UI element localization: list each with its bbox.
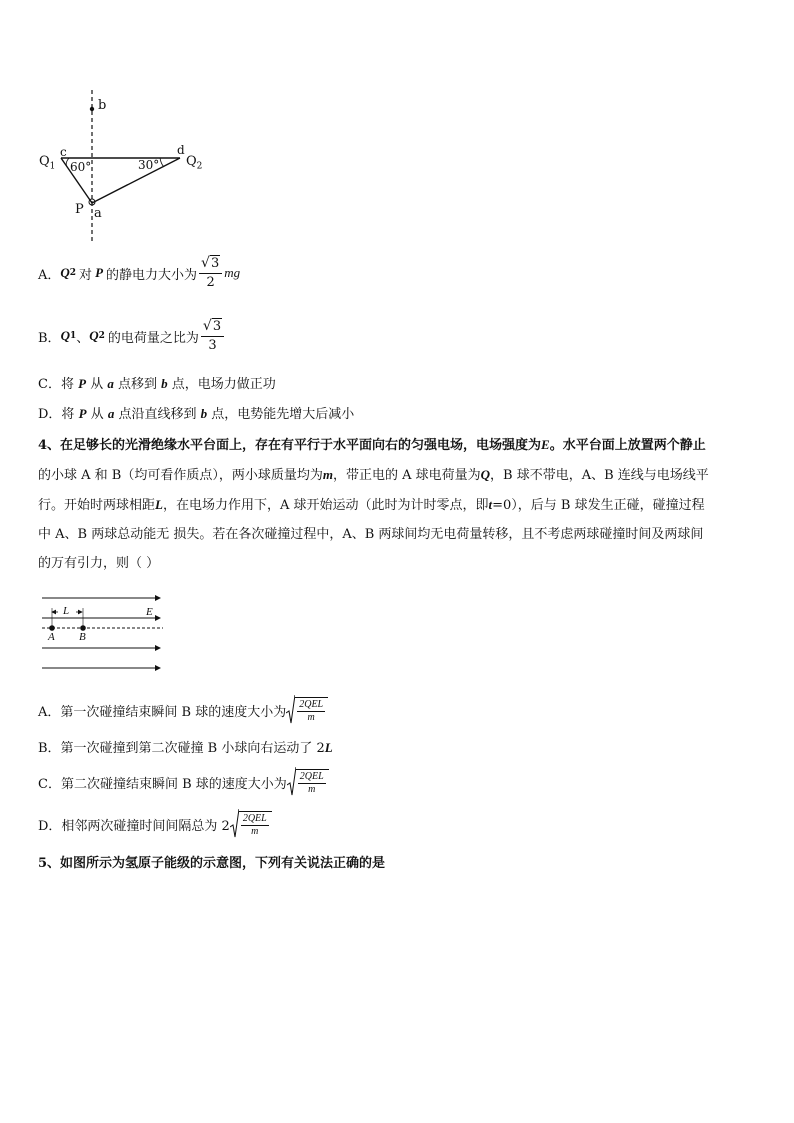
label-c: c: [60, 145, 67, 159]
q3-option-b-sub2: 2: [98, 331, 105, 341]
q3-option-c-t3: 点，电场力做正功: [171, 377, 276, 392]
label-b: b: [98, 98, 107, 113]
q4-option-c-den: m: [308, 783, 316, 795]
q3-option-d-t3: 点，电势能先增大后减小: [211, 407, 355, 422]
q4-option-c-sqrt: [287, 767, 329, 797]
label-q2: [186, 154, 202, 172]
point-b: [90, 107, 94, 111]
q4-option-b-L: L: [324, 740, 333, 755]
angle-30-arc: [160, 158, 164, 167]
q4-option-d-text: D．相邻两次碰撞时间间隔总为 2: [38, 818, 230, 834]
q4-option-d-sqrt: [230, 809, 272, 839]
q3-option-b-num: 3: [212, 319, 222, 334]
fig2-label-A: A: [48, 631, 55, 643]
label-q2-letter: Q: [186, 154, 197, 169]
q3-option-a-sub: 2: [69, 268, 77, 278]
q4-option-c-num: 2QEL: [299, 770, 324, 782]
fig2-label-B: B: [79, 631, 86, 643]
label-60-deg: 60°: [70, 160, 92, 174]
q3-option-c-b: b: [161, 376, 168, 391]
q4-l3b: ，在电场力作用下，A 球开始运动（此时为计时零点，即: [162, 498, 489, 513]
q3-option-a-p: P: [95, 265, 104, 280]
q4-option-b-text: B．第一次碰撞到第二次碰撞 B 小球向右运动了 2: [38, 741, 325, 756]
q4-option-a-text: A．第一次碰撞结束瞬间 B 球的速度大小为: [38, 704, 287, 720]
q4-option-b: [38, 737, 333, 756]
q4-option-a-den: m: [307, 711, 315, 723]
q4-option-a-num: 2QEL: [299, 698, 324, 710]
label-p: P: [75, 202, 84, 217]
q4-option-d-den: m: [251, 825, 259, 837]
q3-option-c: [38, 373, 276, 392]
q4-option-a: [38, 692, 328, 728]
figure-charges-triangle: [30, 90, 230, 245]
q5-text: 5、如图所示为氢原子能级的示意图，下列有关说法正确的是: [38, 856, 386, 871]
q3-option-b-sub1: 1: [69, 331, 77, 341]
q3-option-a-den: 2: [206, 275, 215, 290]
q4-l2a: 的小球 A 和 B（均可看作质点），两小球质量均为: [38, 468, 323, 483]
figure-electric-field: [38, 590, 173, 675]
q4-E: E: [541, 437, 550, 452]
q4-l2c: ，B 球不带电，A、B 连线与电场线平: [490, 468, 709, 483]
ball-p-dot: [91, 201, 93, 203]
q4-option-c-text: C．第二次碰撞结束瞬间 B 球的速度大小为: [38, 776, 287, 792]
q4-option-c: [38, 764, 329, 800]
label-a: a: [94, 206, 102, 221]
q3-option-b-fraction: √ 3 3: [201, 318, 224, 354]
ball-a: [49, 625, 55, 631]
ball-b: [80, 625, 86, 631]
q4-Q: Q: [480, 467, 491, 482]
q3-option-b-prefix: B．: [38, 330, 61, 346]
q4-t0: t: [488, 497, 493, 512]
q3-option-a-t1: 对: [79, 267, 93, 283]
q4-l5: 的万有引力，则（ ）: [38, 556, 160, 571]
q3-option-a-q: Q: [60, 265, 70, 280]
q3-option-d-prefix: D．将: [38, 407, 75, 422]
q3-option-a-prefix: A．: [38, 267, 61, 283]
q3-option-c-a: a: [107, 376, 114, 391]
q3-option-d-t1: 从: [90, 407, 104, 422]
q3-option-d-t2: 点沿直线移到: [118, 407, 197, 422]
field-diagram: [38, 590, 173, 675]
q3-option-d: [38, 403, 354, 422]
q3-option-c-t1: 从: [90, 377, 104, 392]
q4-option-d: [38, 806, 272, 842]
label-q1-sub: 1: [49, 161, 56, 172]
q3-option-a-mg: mg: [224, 265, 241, 280]
q4-t0b: =0），后与 B 球发生正碰，碰撞过程: [492, 498, 705, 513]
q3-option-d-p: P: [78, 406, 87, 421]
q3-option-b-q2: Q: [89, 328, 99, 343]
q3-option-c-t2: 点移到: [117, 377, 157, 392]
label-q1-letter: Q: [39, 154, 50, 169]
q4-stem-line-3: [38, 490, 768, 520]
q3-option-a-fraction: √ 3 2: [199, 255, 222, 291]
label-30-deg: 30°: [138, 158, 160, 172]
q4-stem-line-1: [38, 430, 768, 460]
fig2-label-E: E: [146, 606, 153, 618]
q4-l3a: 行。开始时两球相距: [38, 498, 156, 513]
q4-option-d-num: 2QEL: [242, 812, 267, 824]
q4-stem-line-5: [38, 549, 768, 578]
q4-m: m: [322, 467, 333, 482]
q3-option-d-a: a: [107, 406, 115, 421]
q3-option-b-q1: Q: [60, 328, 70, 343]
label-q2-sub: 2: [196, 161, 203, 172]
q3-option-b-den: 3: [208, 338, 217, 353]
q4-l1a: 4、在足够长的光滑绝缘水平台面上，存在有平行于水平面向右的匀强电场，电场强度为: [38, 438, 542, 453]
line-da: [92, 158, 180, 203]
q3-option-b: [38, 316, 226, 356]
q4-l2b: ，带正电的 A 球电荷量为: [332, 468, 481, 483]
q4-stem: [38, 430, 768, 578]
q4-stem-line-4: [38, 520, 768, 549]
q3-option-a-num: 3: [210, 256, 220, 271]
q4-l4: 中 A、B 两球总动能无 损失。若在各次碰撞过程中，A、B 两球间均无电荷量转移，且不考虑两球碰撞时间及两球间: [38, 527, 704, 542]
q3-option-b-sep: 、: [76, 330, 90, 346]
q4-L: L: [155, 497, 163, 512]
q3-option-a-t2: 的静电力大小为: [106, 267, 198, 283]
q4-option-a-sqrt: [286, 695, 328, 725]
q3-option-b-t1: 的电荷量之比为: [107, 330, 199, 346]
q3-option-c-p: P: [78, 376, 87, 391]
q5-stem: [38, 852, 385, 871]
fig2-label-L: L: [63, 605, 70, 617]
q3-option-c-prefix: C．将: [38, 377, 74, 392]
label-q1: [39, 154, 55, 172]
q3-option-d-b: b: [200, 406, 208, 421]
label-d: d: [177, 143, 185, 157]
q3-option-a: [38, 253, 240, 293]
q4-l1b: 。水平台面上放置两个静止: [549, 438, 706, 453]
q4-stem-line-2: [38, 460, 768, 490]
